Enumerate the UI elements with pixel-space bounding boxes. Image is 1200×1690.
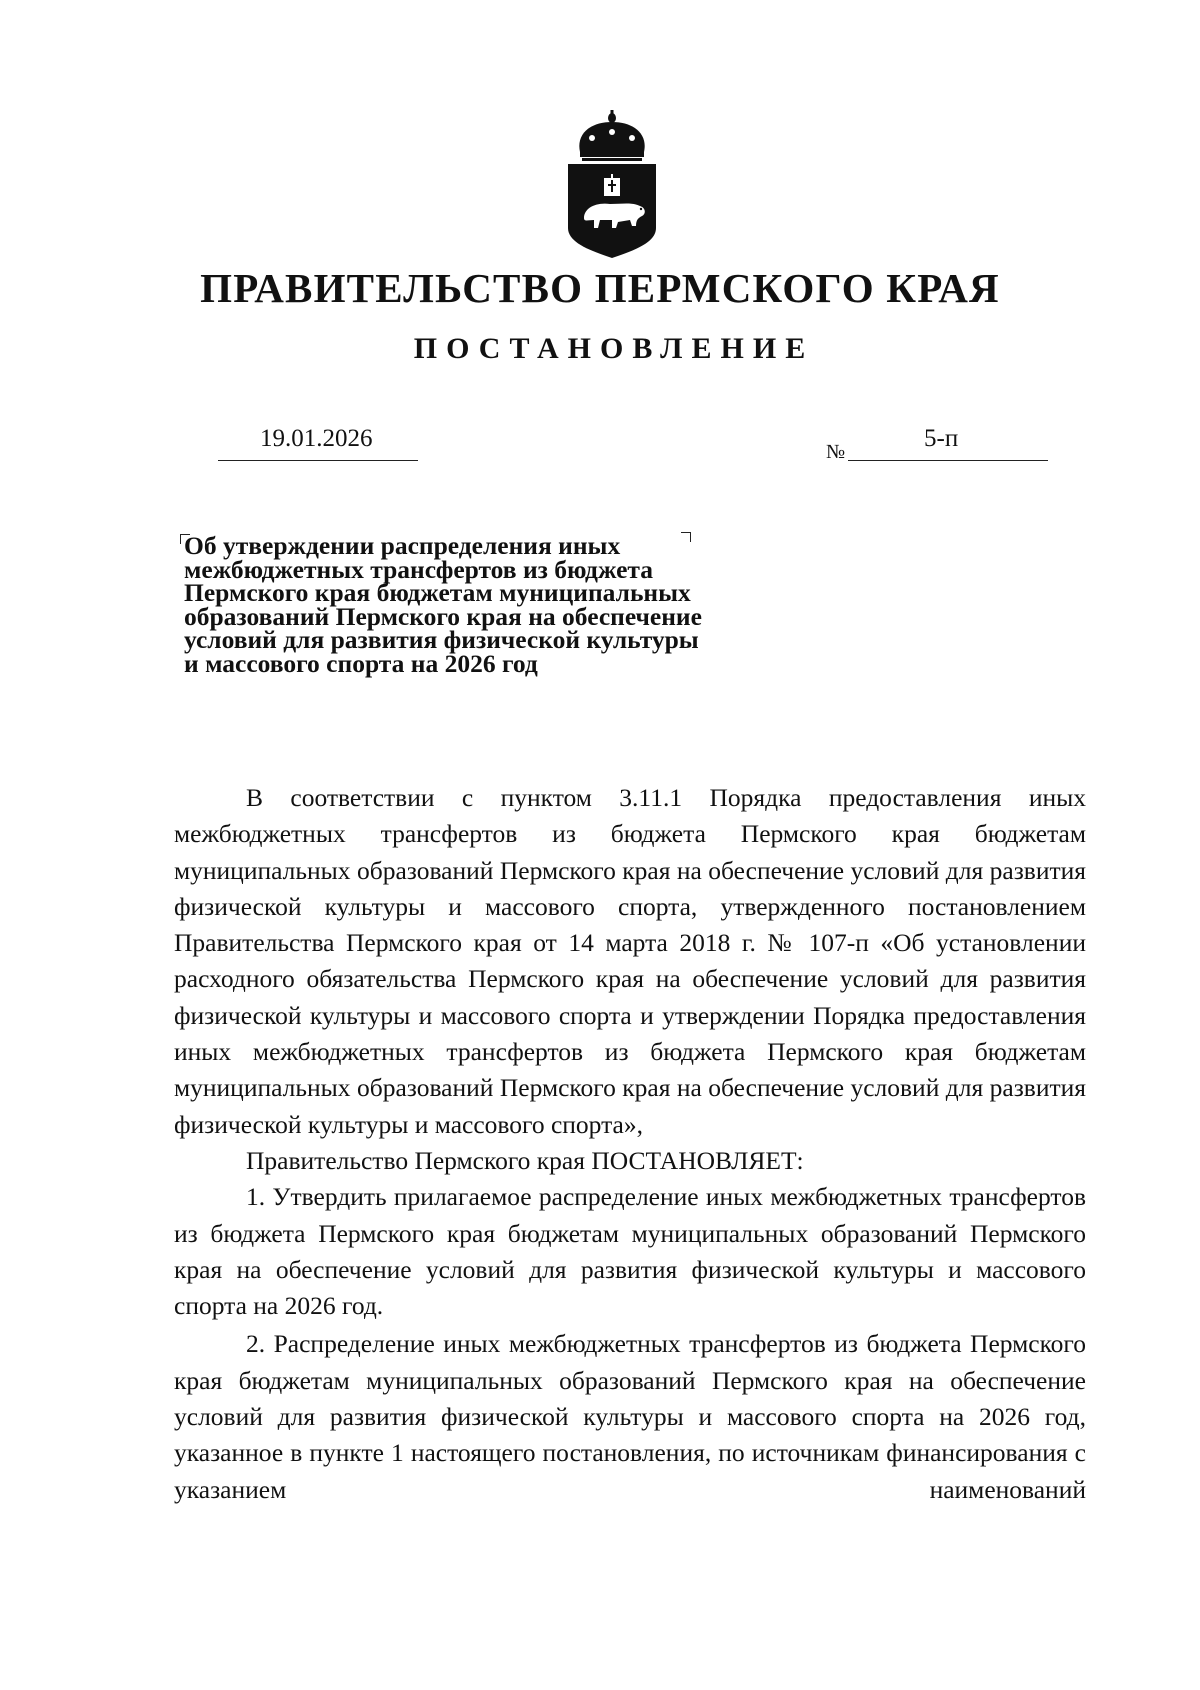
preamble-paragraph: В соответствии с пунктом 3.11.1 Порядка предоставления иных межбюджетных трансфертов из бюджета Пермского края бюджетам муниципальных образований Пермского края на обеспечение условий для развития физической культуры и массового спорта, утвержденного постановлением Правительства Пермского края от 14 марта 2018 г. № 107-п «Об установлении расходного обязательства Пермского края на обеспечение условий для развития физической культуры и массового спорта и утверждении Порядка предоставления иных межбюджетных трансфертов из бюджета Пермского края бюджетам муниципальных образований Пермского края на обеспечение условий для развития физической культуры и массового спорта», [174,783,1086,1139]
document-subject [184,531,784,678]
document-date-field [218,424,418,461]
item-1-paragraph: 1. Утвердить прилагаемое распределение иных межбюджетных трансфертов из бюджета Пермского края бюджетам муниципальных образований Пермского края на обеспечение условий для развития физической культуры и массового спорта на 2026 год. [174,1182,1086,1321]
subject-line: Пермского края бюджетам муниципальных [184,578,691,607]
document-number-field [848,424,1048,461]
document-number: 5-п [924,425,959,452]
perm-krai-coat-of-arms-icon [566,108,658,258]
document-type-title: ПОСТАНОВЛЕНИЕ [413,332,815,365]
subject-line: межбюджетных трансфертов из бюджета [184,554,653,584]
document-date: 19.01.2026 [260,425,373,452]
resolves-paragraph: Правительство Пермского края ПОСТАНОВЛЯЕТ: [246,1145,804,1175]
subject-line: образований Пермского края на обеспечение [184,601,702,631]
organization-title: ПРАВИТЕЛЬСТВО ПЕРМСКОГО КРАЯ [200,265,1000,311]
subject-line: условий для развития физической культуры [184,625,699,654]
subject-line: Об утверждении распределения иных [184,531,621,560]
item-2-paragraph: 2. Распределение иных межбюджетных трансфертов из бюджета Пермского края бюджетам муниципальных образований Пермского края на обеспечение условий для развития физической культуры и массового спорта на 2026 год, указанное в пункте 1 настоящего постановления, по источникам финансирования с указанием наименований [174,1329,1086,1504]
number-label: № [826,441,846,463]
document-body [174,780,1086,1508]
subject-line: и массового спорта на 2026 год [184,648,538,678]
